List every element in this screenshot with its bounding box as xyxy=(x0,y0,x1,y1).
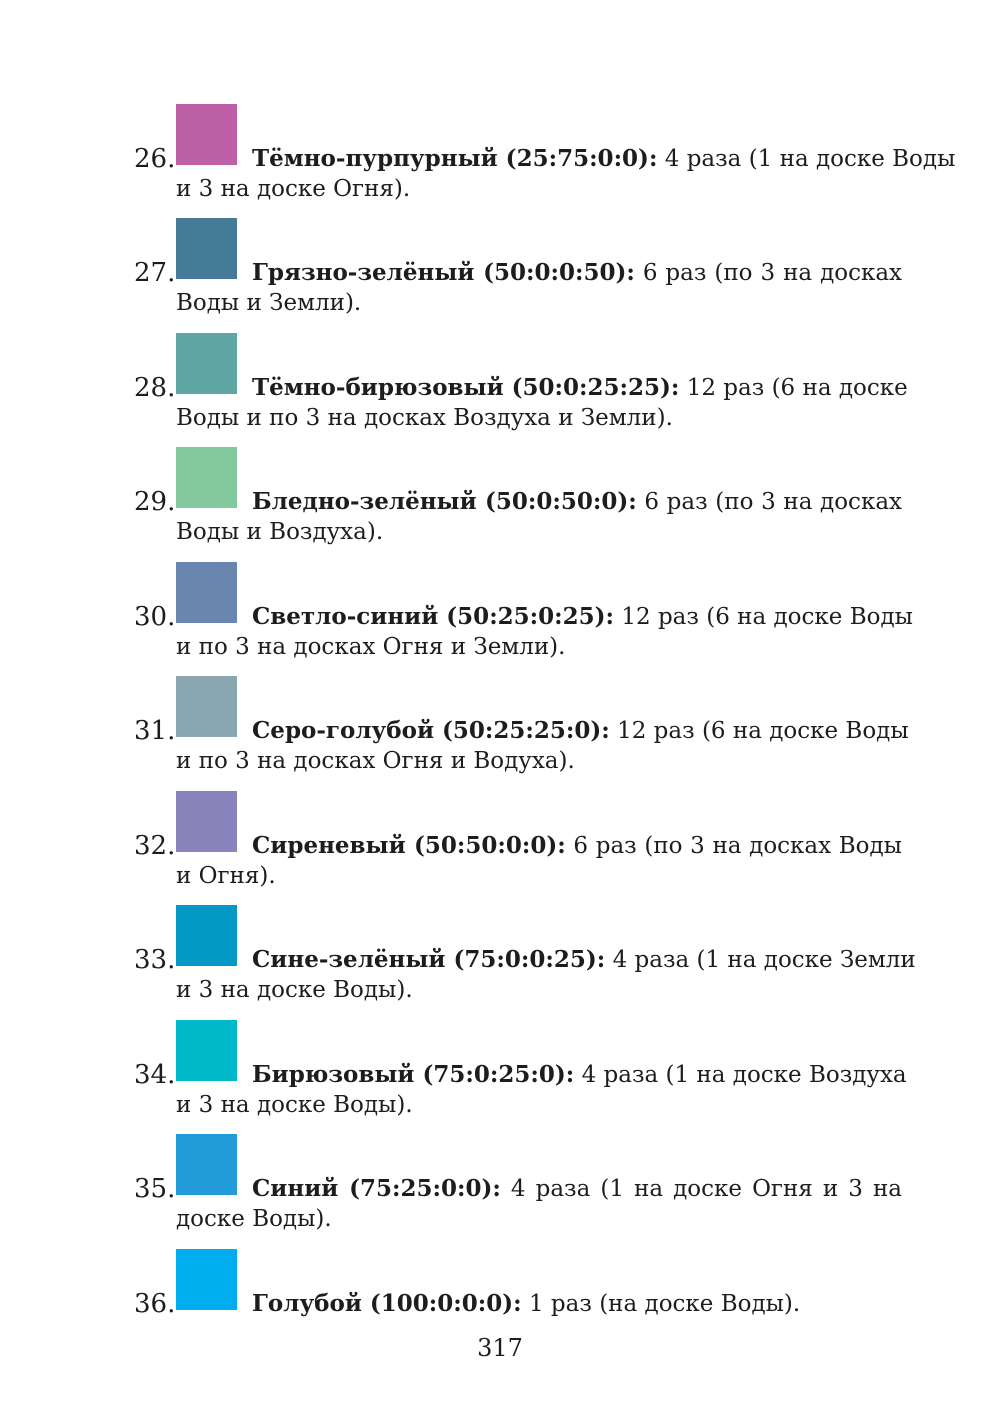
color-name: Тёмно-пурпурный (25:75:0:0): xyxy=(252,145,658,172)
color-swatch xyxy=(176,676,237,737)
entry-first-line xyxy=(252,1060,907,1090)
entry-first-line xyxy=(252,716,909,746)
color-entry xyxy=(0,1020,1000,1134)
entry-first-line xyxy=(252,1174,902,1204)
color-swatch xyxy=(176,218,237,279)
entry-first-line xyxy=(252,373,908,403)
color-usage: 12 раз (6 на доске Воды xyxy=(617,718,909,744)
color-entry xyxy=(0,676,1000,790)
color-name: Бирюзовый (75:0:25:0): xyxy=(252,1061,575,1088)
entry-second-line: и по 3 на досках Огня и Земли). xyxy=(176,634,566,660)
entry-number: 26. xyxy=(134,144,176,174)
entry-first-line xyxy=(252,831,902,861)
color-usage: 4 раза (1 на доске Огня и 3 на xyxy=(510,1176,903,1202)
color-swatch xyxy=(176,791,237,852)
color-usage: 4 раза (1 на доске Воздуха xyxy=(581,1062,907,1088)
color-name: Тёмно-бирюзовый (50:0:25:25): xyxy=(252,374,680,401)
entry-second-line: и 3 на доске Воды). xyxy=(176,1092,413,1118)
entry-number: 30. xyxy=(134,602,176,632)
color-name: Синий (75:25:0:0): xyxy=(252,1175,501,1202)
color-usage: 6 раз (по 3 на досках Воды xyxy=(573,833,902,859)
color-name: Бледно-зелёный (50:0:50:0): xyxy=(252,488,637,515)
color-usage: 6 раз (по 3 на досках xyxy=(644,489,903,515)
color-swatch xyxy=(176,447,237,508)
color-swatch xyxy=(176,905,237,966)
color-swatch xyxy=(176,1249,237,1310)
color-swatch xyxy=(176,104,237,165)
entry-first-line xyxy=(252,945,916,975)
color-entry xyxy=(0,905,1000,1019)
entry-second-line: Воды и Земли). xyxy=(176,290,362,316)
entry-second-line: доске Воды). xyxy=(176,1206,332,1232)
entry-number: 34. xyxy=(134,1060,176,1090)
entry-number: 32. xyxy=(134,831,176,861)
color-usage: 1 раз (на доске Воды). xyxy=(528,1291,801,1317)
entry-second-line: Воды и Воздуха). xyxy=(176,519,384,545)
color-usage: 6 раз (по 3 на досках xyxy=(642,260,903,286)
entry-first-line xyxy=(252,602,913,632)
color-usage: 12 раз (6 на доске Воды xyxy=(621,604,913,630)
color-swatch xyxy=(176,562,237,623)
entry-number: 31. xyxy=(134,716,176,746)
entry-second-line: и Огня). xyxy=(176,863,276,889)
color-entry xyxy=(0,1134,1000,1248)
color-name: Светло-синий (50:25:0:25): xyxy=(252,603,615,630)
color-entry xyxy=(0,791,1000,905)
entry-number: 29. xyxy=(134,487,176,517)
entry-first-line xyxy=(252,258,902,288)
entry-number: 35. xyxy=(134,1174,176,1204)
color-name: Сине-зелёный (75:0:0:25): xyxy=(252,946,606,973)
color-name: Голубой (100:0:0:0): xyxy=(252,1290,522,1317)
color-swatch xyxy=(176,333,237,394)
color-usage: 4 раза (1 на доске Воды xyxy=(664,146,956,172)
entry-first-line xyxy=(252,487,902,517)
color-entry xyxy=(0,447,1000,561)
entry-first-line xyxy=(252,144,956,174)
entry-second-line: и 3 на доске Воды). xyxy=(176,977,413,1003)
entry-first-line xyxy=(252,1289,902,1319)
color-entry xyxy=(0,333,1000,447)
color-name: Серо-голубой (50:25:25:0): xyxy=(252,717,610,744)
entry-second-line: Воды и по 3 на досках Воздуха и Земли). xyxy=(176,405,673,431)
color-entry xyxy=(0,104,1000,218)
color-usage: 12 раз (6 на доске xyxy=(686,375,908,401)
color-entry xyxy=(0,562,1000,676)
entry-number: 36. xyxy=(134,1289,176,1319)
entry-number: 27. xyxy=(134,258,176,288)
entry-second-line: и по 3 на досках Огня и Водуха). xyxy=(176,748,575,774)
color-swatch xyxy=(176,1134,237,1195)
color-entry xyxy=(0,218,1000,332)
color-name: Грязно-зелёный (50:0:0:50): xyxy=(252,259,635,286)
page-number: 317 xyxy=(477,1334,523,1362)
entry-number: 28. xyxy=(134,373,176,403)
color-swatch xyxy=(176,1020,237,1081)
color-name: Сиреневый (50:50:0:0): xyxy=(252,832,566,859)
color-usage: 4 раза (1 на доске Земли xyxy=(612,947,916,973)
entry-number: 33. xyxy=(134,945,176,975)
entry-second-line: и 3 на доске Огня). xyxy=(176,176,411,202)
